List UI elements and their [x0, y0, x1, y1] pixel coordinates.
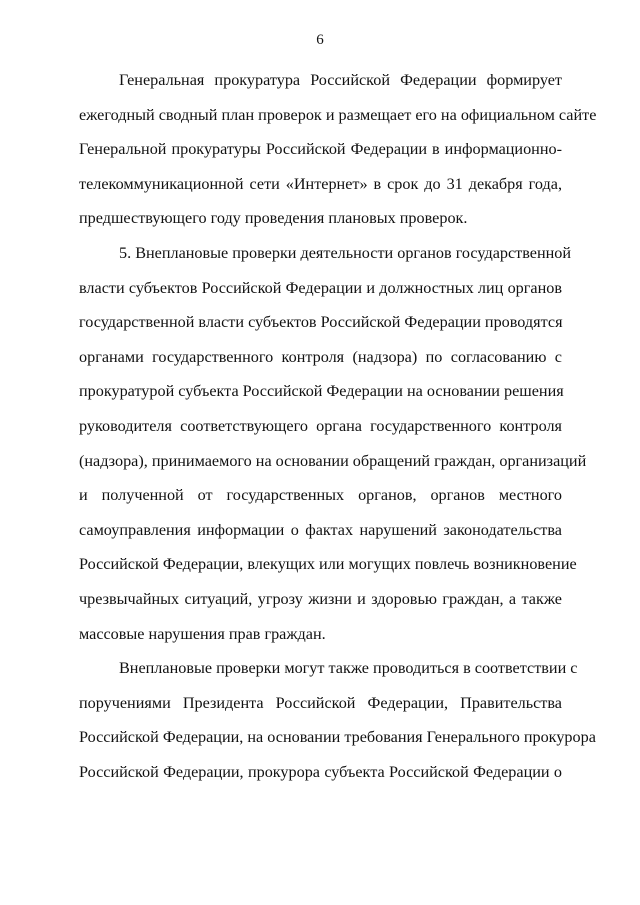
text-line: Российской Федерации, прокурора субъекта Российской Федерации о [79, 762, 562, 781]
text-line: Внеплановые проверки могут также проводиться в соответствии с [119, 659, 578, 678]
paragraph-3 [79, 651, 596, 789]
paragraph-1 [79, 63, 597, 236]
text-line: (надзора), принимаемого на основании обращений граждан, организаций [79, 451, 587, 470]
text-line: чрезвычайных ситуаций, угрозу жизни и здоровью граждан, а также [79, 589, 562, 608]
document-body [79, 63, 597, 789]
text-line: Генеральной прокуратуры Российской Федерации в информационно- [79, 140, 562, 159]
text-line: поручениями Президента Российской Федерации, Правительства [79, 693, 562, 712]
text-line: прокуратурой субъекта Российской Федерации на основании решения [79, 382, 564, 401]
page-number: 6 [316, 32, 324, 48]
text-line: предшествующего году проведения плановых проверок. [79, 209, 468, 228]
text-line: Российской Федерации, на основании требования Генерального прокурора [79, 728, 596, 747]
text-line: руководителя соответствующего органа государственного контроля [79, 416, 562, 435]
text-line: власти субъектов Российской Федерации и должностных лиц органов [79, 278, 562, 297]
paragraph-2 [79, 236, 587, 651]
text-line: и полученной от государственных органов, органов местного [79, 486, 562, 505]
text-line: Российской Федерации, влекущих или могущих повлечь возникновение [79, 555, 577, 574]
text-line: ежегодный сводный план проверок и размещает его на официальном сайте [79, 105, 597, 124]
text-line: 5. Внеплановые проверки деятельности органов государственной [119, 243, 572, 262]
text-line: телекоммуникационной сети «Интернет» в срок до 31 декабря года, [79, 174, 562, 193]
text-line: государственной власти субъектов Российской Федерации проводятся [79, 313, 563, 332]
text-line: органами государственного контроля (надзора) по согласованию с [79, 347, 562, 366]
text-line: Генеральная прокуратура Российской Федерации формирует [119, 71, 562, 89]
text-line: самоуправления информации о фактах нарушений законодательства [79, 520, 562, 539]
text-line: массовые нарушения прав граждан. [79, 624, 326, 643]
